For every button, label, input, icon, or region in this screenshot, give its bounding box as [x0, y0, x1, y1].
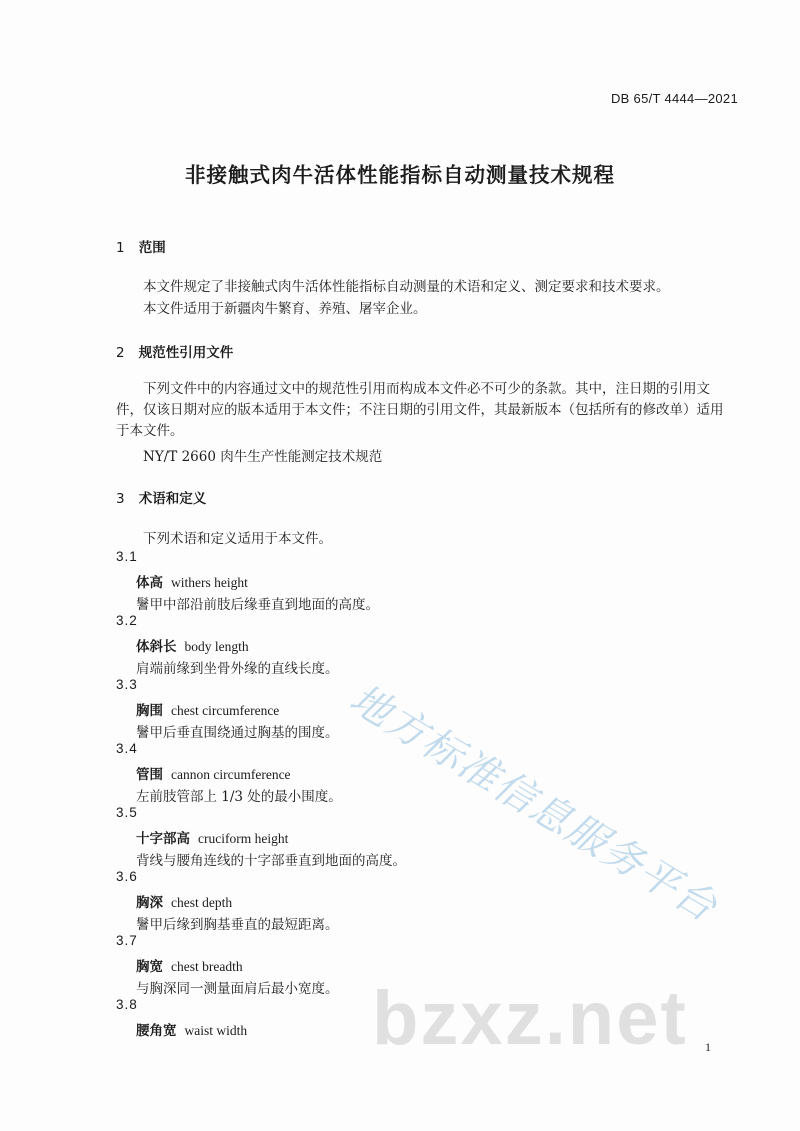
- term-name-en: cruciform height: [198, 831, 289, 846]
- section-title: 规范性引用文件: [138, 345, 234, 361]
- term-name-zh: 管围: [136, 767, 163, 783]
- term-number: 3.1: [116, 549, 138, 564]
- term-number: 3.5: [116, 805, 138, 820]
- term-number: 3.3: [116, 677, 138, 692]
- section-3-heading: [116, 487, 206, 507]
- normative-references-paragraph: 下列文件中的内容通过文中的规范性引用而构成本文件必不可少的条款。其中，注日期的引用文件，仅该日期对应的版本适用于本文件；不注日期的引用文件，其最新版本（包括所有的修改单）适用于本文件。: [116, 381, 724, 439]
- term-number: 3.4: [116, 741, 138, 756]
- term-name-en: chest depth: [171, 895, 233, 910]
- section-number: 3: [116, 491, 125, 507]
- term-definition: 背线与腰角连线的十字部垂直到地面的高度。: [136, 853, 406, 869]
- watermark-cn: 地方标准信息服务平台: [341, 675, 726, 932]
- section-1-heading: [116, 236, 166, 256]
- term-name: [136, 699, 279, 719]
- term-definition: 鬐甲后缘到胸基垂直的最短距离。: [136, 917, 339, 933]
- term-name: [136, 827, 288, 847]
- section-2-heading: [116, 341, 233, 361]
- term-name: [136, 1019, 247, 1039]
- standard-code: DB 65/T 4444—2021: [610, 91, 738, 106]
- term-name-zh: 十字部高: [136, 831, 190, 847]
- term-name-zh: 腰角宽: [136, 1023, 177, 1039]
- section-title: 范围: [138, 240, 166, 256]
- section-number: 1: [116, 240, 125, 256]
- term-name-zh: 胸宽: [136, 959, 163, 975]
- term-number: 3.8: [116, 997, 138, 1012]
- term-name-en: withers height: [171, 575, 248, 590]
- term-name: [136, 635, 249, 655]
- term-name-zh: 体高: [136, 575, 163, 591]
- watermark-en: bzxz.net: [372, 976, 688, 1061]
- term-name-zh: 胸围: [136, 703, 163, 719]
- term-number: 3.2: [116, 613, 138, 628]
- term-definition: 肩端前缘到坐骨外缘的直线长度。: [136, 661, 339, 677]
- scope-line-1: 本文件规定了非接触式肉牛活体性能指标自动测量的术语和定义、测定要求和技术要求。: [143, 279, 670, 295]
- term-name-en: cannon circumference: [171, 767, 291, 782]
- reference-item: NY/T 2660 肉牛生产性能测定技术规范: [143, 449, 383, 465]
- term-name-en: waist width: [184, 1023, 248, 1038]
- term-definition: 鬐甲中部沿前肢后缘垂直到地面的高度。: [136, 597, 379, 613]
- terms-intro: 下列术语和定义适用于本文件。: [143, 531, 332, 547]
- term-definition: 左前肢管部上 1/3 处的最小围度。: [136, 789, 342, 805]
- section-title: 术语和定义: [138, 491, 207, 507]
- term-name-zh: 体斜长: [136, 639, 177, 655]
- scope-line-2: 本文件适用于新疆肉牛繁育、养殖、屠宰企业。: [143, 301, 427, 317]
- term-name-zh: 胸深: [136, 895, 163, 911]
- document-title: 非接触式肉牛活体性能指标自动测量技术规程: [185, 163, 615, 187]
- term-name-en: body length: [184, 639, 249, 654]
- term-name-en: chest breadth: [171, 959, 243, 974]
- term-name: [136, 891, 232, 911]
- term-name: [136, 571, 248, 591]
- term-definition: 鬐甲后垂直围绕通过胸基的围度。: [136, 725, 339, 741]
- term-definition: 与胸深同一测量面肩后最小宽度。: [136, 981, 339, 997]
- term-name: [136, 763, 291, 783]
- page-number: 1: [705, 1040, 711, 1054]
- term-name: [136, 955, 243, 975]
- term-number: 3.7: [116, 933, 138, 948]
- term-name-en: chest circumference: [171, 703, 280, 718]
- term-number: 3.6: [116, 869, 138, 884]
- section-number: 2: [116, 345, 125, 361]
